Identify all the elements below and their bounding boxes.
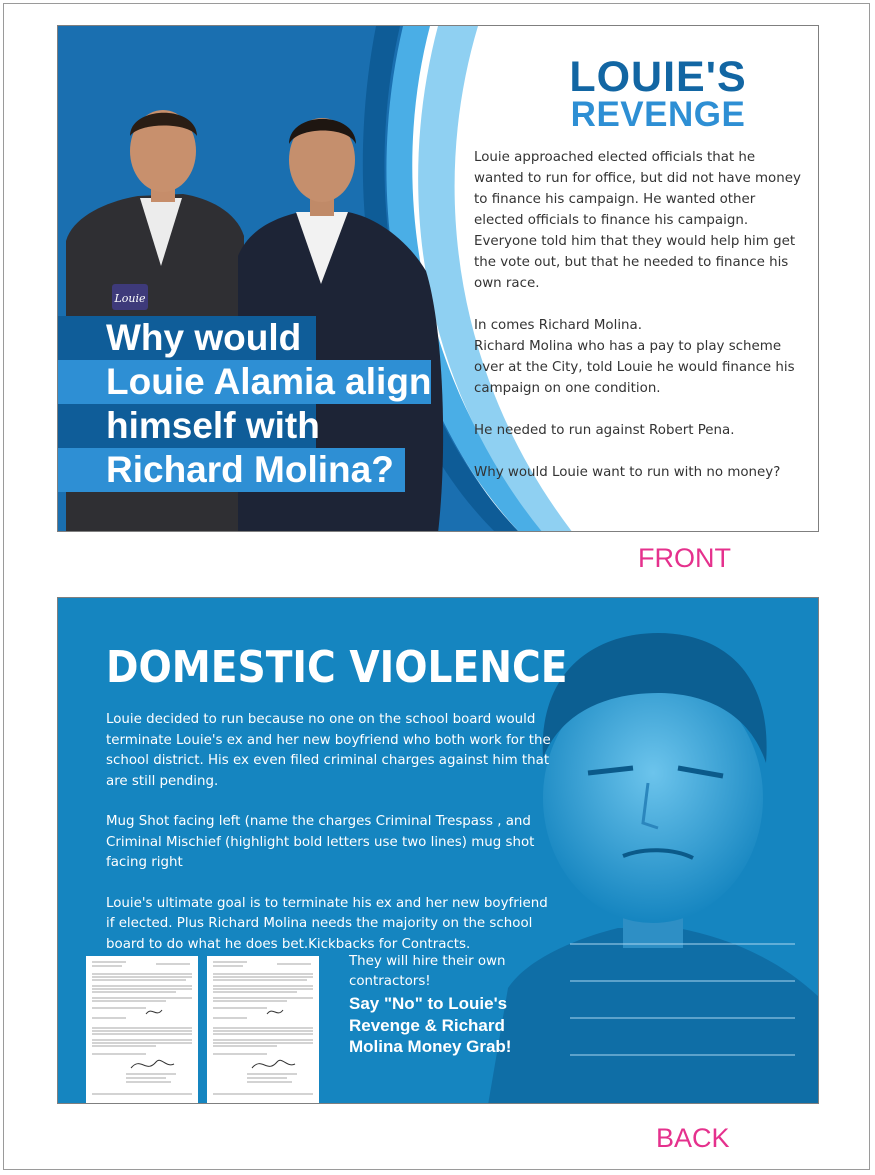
front-label: FRONT — [638, 543, 731, 573]
call-to-action-text: Say "No" to Louie's Revenge & Richard Molina Money Grab! — [349, 994, 512, 1056]
back-paragraph-3: Louie's ultimate goal is to terminate his ex and her new boyfriend if elected. Plus Richard Molina needs the majority on the school board to do what he does bet.Kickbacks for Contracts. — [106, 895, 548, 952]
back-body-text — [106, 710, 556, 955]
front-paragraph-2a: In comes Richard Molina. — [474, 318, 643, 333]
court-document-image-1 — [86, 956, 198, 1104]
back-paragraph-2: Mug Shot facing left (name the charges Criminal Trespass , and Criminal Mischief (highlight bold letters use two lines) mug shot facing right — [106, 814, 535, 870]
front-paragraph-1: Louie approached elected officials that he wanted to run for office, but did not have money to finance his campaign. He wanted other elected officials to finance his campaign. Everyone told him that they would help him get the vote out, but that he needed to finance his own race. — [474, 150, 801, 291]
back-label: BACK — [656, 1123, 730, 1153]
headline-line-1: Why would — [106, 317, 302, 358]
headline-line-3: himself with — [106, 405, 320, 446]
back-paragraph-1: Louie decided to run because no one on the school board would terminate Louie's ex and her new boyfriend who both work for the school district. His ex even filed criminal charges against him that are still pending. — [106, 712, 551, 789]
front-paragraph-3: He needed to run against Robert Pena. — [474, 423, 735, 438]
front-card — [57, 25, 819, 532]
hire-contractors-text: They will hire their own contractors! — [349, 954, 506, 989]
svg-text:Louie: Louie — [114, 292, 146, 305]
front-paragraph-2b: Richard Molina who has a pay to play scheme over at the City, told Louie he would finance his campaign on one condition. — [474, 339, 795, 396]
back-card — [57, 597, 819, 1104]
front-paragraph-4: Why would Louie want to run with no money? — [474, 465, 781, 480]
front-title-louies: LOUIE'S — [569, 53, 747, 101]
front-title-revenge: REVENGE — [570, 95, 746, 134]
front-body-text — [474, 147, 804, 483]
court-document-image-2 — [207, 956, 319, 1104]
back-title: DOMESTIC VIOLENCE — [106, 642, 568, 693]
headline-line-2: Louie Alamia align — [106, 361, 432, 402]
headline-line-4: Richard Molina? — [106, 449, 394, 490]
